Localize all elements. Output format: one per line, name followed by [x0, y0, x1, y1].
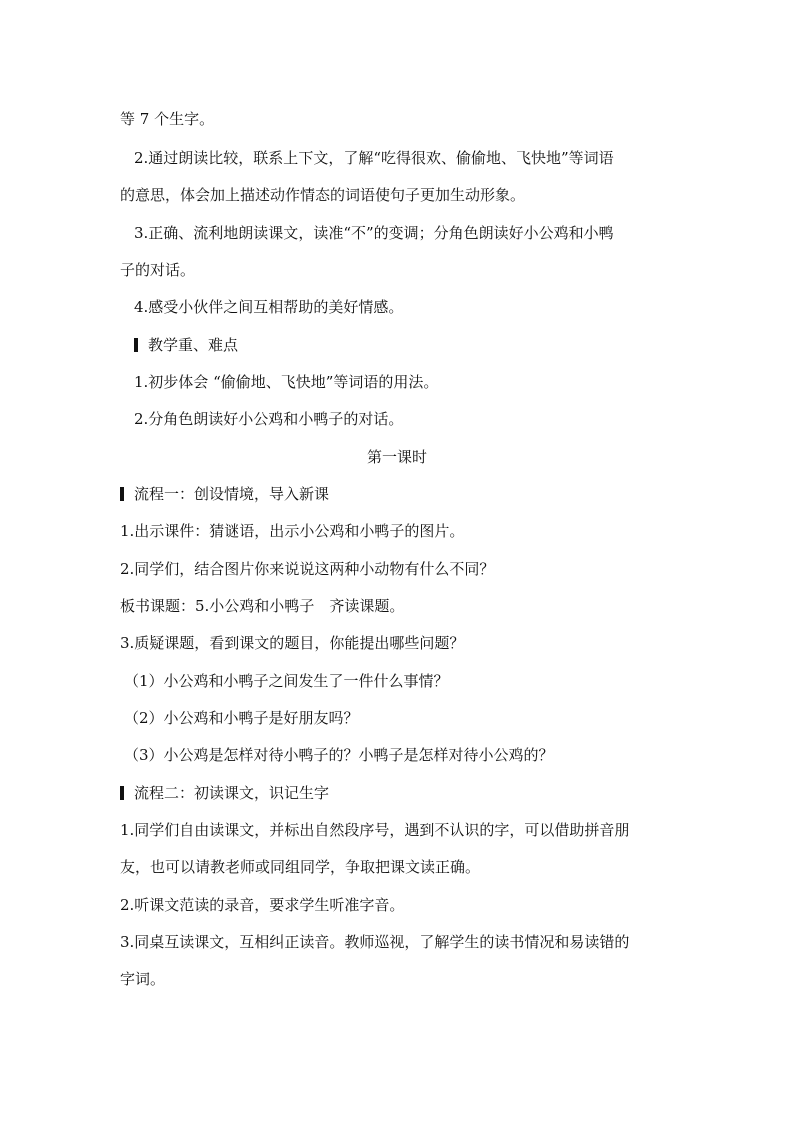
text-line: （1）小公鸡和小鸭子之间发生了一件什么事情？: [124, 672, 449, 690]
text-line: 的意思，体会加上描述动作情态的词语使句子更加生动形象。: [120, 186, 526, 204]
section-heading: 流程一：创设情境，导入新课: [0, 484, 794, 504]
text-line: 板书课题：5.小公鸡和小鸭子 齐读课题。: [120, 597, 405, 615]
heading-bar-icon: [134, 338, 138, 352]
text-line: 3.同桌互读课文，互相纠正读音。教师巡视，了解学生的读书情况和易读错的: [120, 933, 630, 951]
lesson-title: 第一课时: [366, 448, 427, 466]
text-line: 2.分角色朗读好小公鸡和小鸭子的对话。: [134, 410, 404, 428]
text-line: 1.出示课件：猜谜语，出示小公鸡和小鸭子的图片。: [120, 522, 465, 540]
text-line: 3.正确、流利地朗读课文，读准“不”的变调；分角色朗读好小公鸡和小鸭: [134, 224, 614, 242]
text-line: （3）小公鸡是怎样对待小鸭子的？小鸭子是怎样对待小公鸡的？: [124, 746, 554, 764]
text-line: 1.初步体会 “偷偷地、飞快地”等词语的用法。: [134, 373, 439, 391]
text-line: 子的对话。: [120, 261, 196, 279]
text-line: 2.同学们，结合图片你来说说这两种小动物有什么不同？: [120, 560, 495, 578]
section-heading: 教学重、难点: [0, 335, 794, 355]
text-line: 4.感受小伙伴之间互相帮助的美好情感。: [134, 298, 404, 316]
heading-bar-icon: [120, 786, 124, 800]
section-heading: 流程二：初读课文，识记生字: [0, 783, 794, 803]
heading-bar-icon: [120, 487, 124, 501]
text-line: 字词。: [120, 970, 166, 988]
text-line: 友，也可以请教老师或同组同学，争取把课文读正确。: [120, 858, 481, 876]
text-line: 等 7 个生字。: [120, 110, 215, 128]
text-line: 1.同学们自由读课文，并标出自然段序号，遇到不认识的字，可以借助拼音朋: [120, 821, 630, 839]
text-line: 3.质疑课题，看到课文的题目，你能提出哪些问题？: [120, 634, 465, 652]
text-line: 2.听课文范读的录音，要求学生听准字音。: [120, 896, 405, 914]
text-line: 2.通过朗读比较，联系上下文，了解“吃得很欢、偷偷地、飞快地”等词语: [134, 149, 614, 167]
text-line: （2）小公鸡和小鸭子是好朋友吗？: [124, 709, 359, 727]
